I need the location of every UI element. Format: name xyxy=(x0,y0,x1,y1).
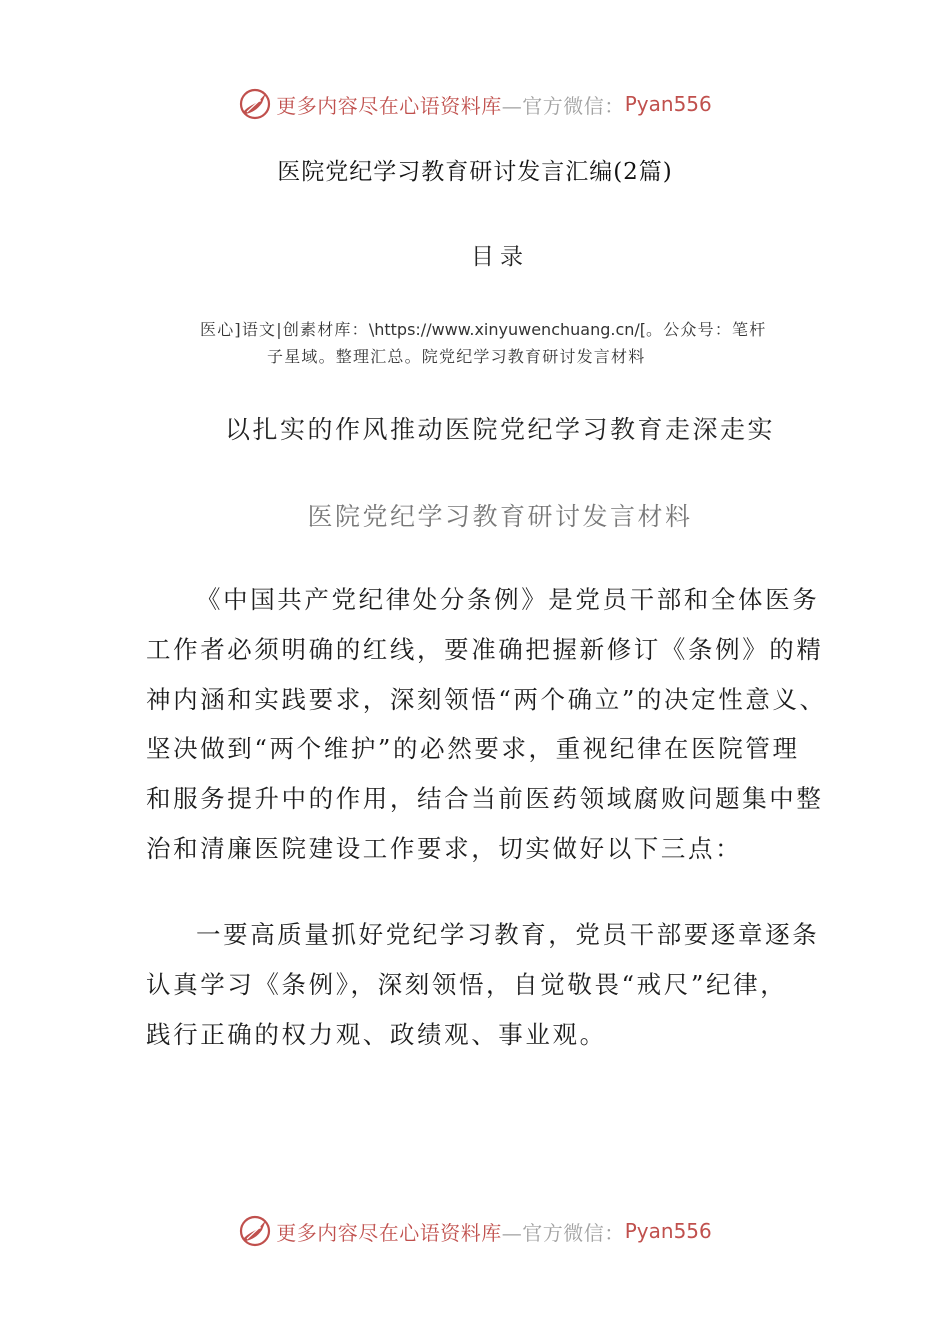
banner-wechat-handle: Pyan556 xyxy=(624,1219,712,1243)
paragraph-line: 坚决做到“两个维护”的必然要求，重视纪律在医院管理 xyxy=(146,734,800,764)
paragraph-line: 践行正确的权力观、政绩观、事业观。 xyxy=(146,1019,607,1049)
paragraph-line: 和服务提升中的作用，结合当前医药领域腐败问题集中整 xyxy=(146,784,824,814)
banner-lead-text: 更多内容尽在心语资料库 xyxy=(276,1220,502,1245)
paragraph-line: 治和清廉医院建设工作要求，切实做好以下三点： xyxy=(146,833,743,863)
toc-note-suffix: 。公众号：笔杆 xyxy=(646,320,767,339)
paragraph-line: 工作者必须明确的红线，要准确把握新修订《条例》的精 xyxy=(146,634,824,664)
paragraph-line: 《中国共产党纪律处分条例》是党员干部和全体医务 xyxy=(196,585,820,614)
banner-rest-text: —官方微信： xyxy=(501,1220,625,1245)
header-banner xyxy=(0,84,950,124)
body-paragraph-1 xyxy=(146,575,827,874)
document-title: 医院党纪学习教育研讨发言汇编(2篇) xyxy=(277,159,673,185)
banner-wechat-handle: Pyan556 xyxy=(624,92,712,116)
toc-note xyxy=(200,316,810,370)
paragraph-line: 认真学习《条例》，深刻领悟，自觉敬畏“戒尺”纪律， xyxy=(146,969,788,999)
banner-rest-text: —官方微信： xyxy=(501,93,625,118)
body-paragraph-2 xyxy=(146,910,820,1059)
paragraph-line: 一要高质量抓好党纪学习教育，党员干部要逐章逐条 xyxy=(196,920,820,949)
section-subtitle: 医院党纪学习教育研讨发言材料 xyxy=(307,502,693,531)
pen-nib-logo-icon xyxy=(238,1214,272,1248)
paragraph-line: 神内涵和实践要求，深刻领悟“两个确立”的决定性意义、 xyxy=(146,684,827,714)
toc-note-url: \https://www.xinyuwenchuang.cn/[ xyxy=(368,320,647,339)
toc-note-prefix: 医心]语文|创素材库： xyxy=(200,320,369,339)
banner-lead-text: 更多内容尽在心语资料库 xyxy=(276,93,502,118)
section-title: 以扎实的作风推动医院党纪学习教育走深走实 xyxy=(224,415,775,444)
toc-note-line2: 子星域。整理汇总。院党纪学习教育研讨发言材料 xyxy=(267,347,646,366)
pen-nib-logo-icon xyxy=(238,87,272,121)
footer-banner xyxy=(0,1211,950,1251)
toc-heading: 目录 xyxy=(471,244,529,270)
